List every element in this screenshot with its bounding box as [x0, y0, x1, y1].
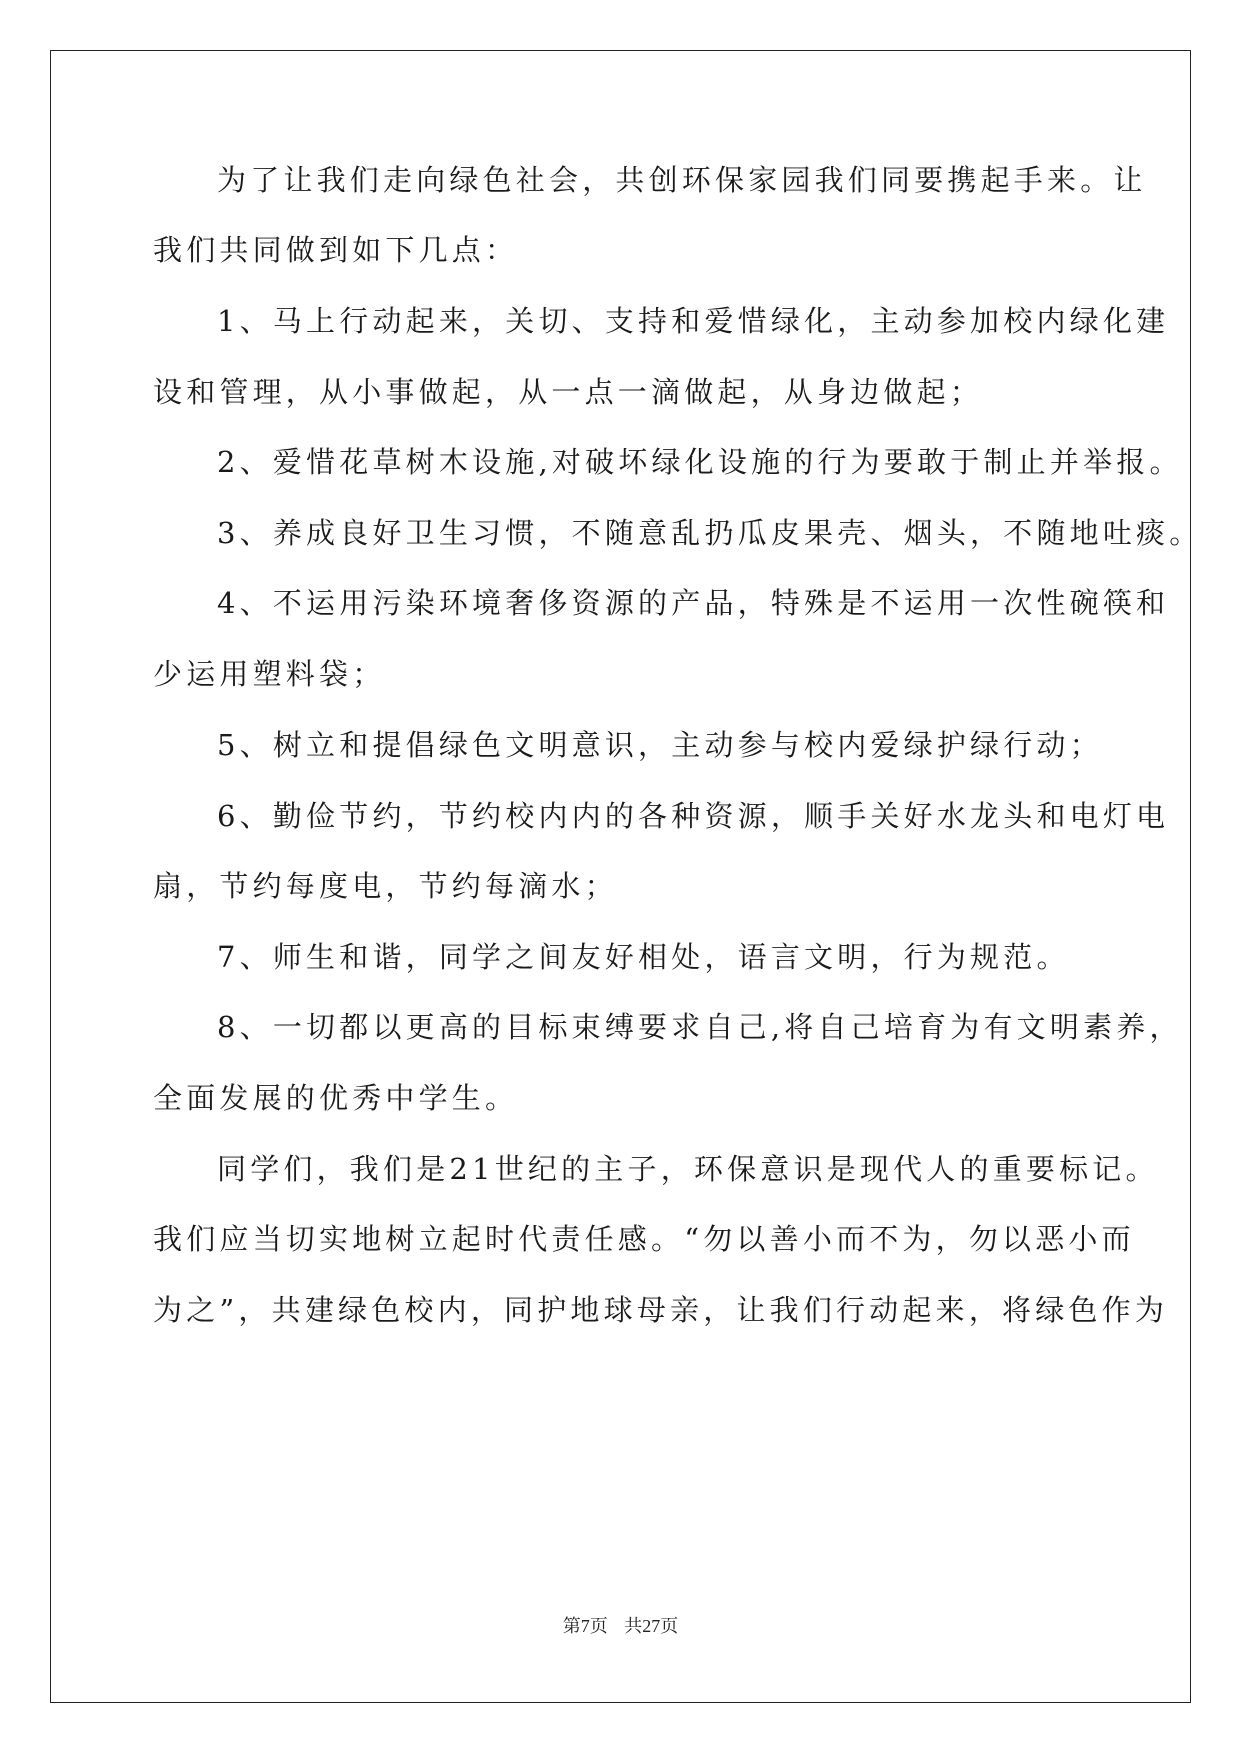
paragraph-line: 为了让我们走向绿色社会，共创环保家园我们同要携起手来。让 [217, 163, 1147, 197]
paragraph-line: 为之”，共建绿色校内，同护地球母亲，让我们行动起来，将绿色作为 [153, 1293, 1169, 1327]
paragraph-line: 4、不运用污染环境奢侈资源的产品，特殊是不运用一次性碗筷和 [217, 586, 1170, 620]
paragraph-line: 2、爱惜花草树木设施,对破坏绿化设施的行为要敢于制止并举报。 [217, 445, 1183, 479]
paragraph-line: 7、师生和谐，同学之间友好相处，语言文明，行为规范。 [217, 940, 1070, 974]
paragraph-line: 8、一切都以更高的目标束缚要求自己,将自己培育为有文明素养， [217, 1010, 1183, 1044]
paragraph-line: 设和管理，从小事做起，从一点一滴做起，从身边做起； [153, 375, 984, 409]
paragraph-line: 我们应当切实地树立起时代责任感。“勿以善小而不为，勿以恶小而 [153, 1222, 1135, 1256]
page-total: 共27页 [624, 1616, 679, 1636]
paragraph-line: 3、养成良好卫生习惯，不随意乱扔瓜皮果壳、烟头，不随地吐痰。 [217, 516, 1203, 550]
paragraph-line: 我们共同做到如下几点： [153, 233, 519, 267]
page-footer [0, 1612, 1241, 1638]
paragraph-line: 1、马上行动起来，关切、支持和爱惜绿化，主动参加校内绿化建 [217, 304, 1170, 338]
paragraph-line: 全面发展的优秀中学生。 [153, 1081, 519, 1115]
paragraph-line: 5、树立和提倡绿色文明意识，主动参与校内爱绿护绿行动； [217, 728, 1103, 762]
paragraph-line: 同学们，我们是21世纪的主子，环保意识是现代人的重要标记。 [217, 1152, 1159, 1186]
paragraph-line: 6、勤俭节约，节约校内内的各种资源，顺手关好水龙头和电灯电 [217, 799, 1170, 833]
paragraph-line: 扇，节约每度电，节约每滴水； [153, 869, 618, 903]
paragraph-line: 少运用塑料袋； [153, 657, 386, 691]
page-number: 第7页 [562, 1616, 608, 1636]
